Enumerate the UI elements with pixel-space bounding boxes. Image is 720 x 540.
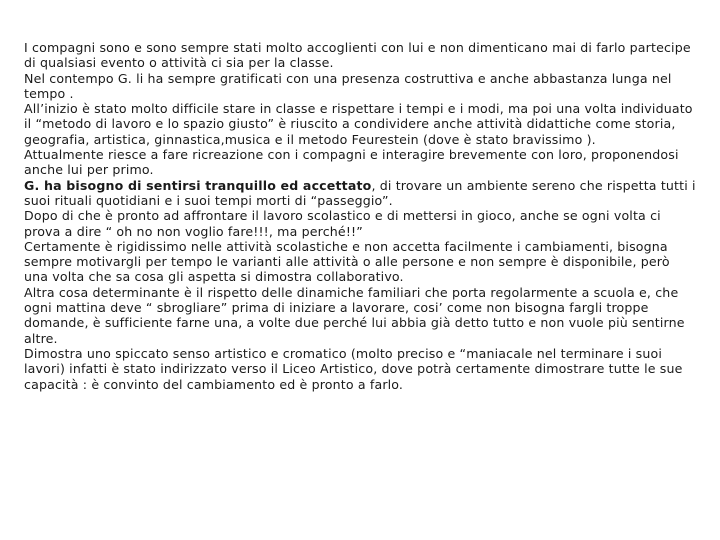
paragraph-classmates: I compagni sono e sono sempre stati molto accoglienti con lui e non dimenticano mai di farlo partecipe di qualsiasi evento o attività ci sia per la classe.: [24, 40, 691, 71]
paragraph-needs: [24, 178, 696, 209]
paragraph-beginning: All’inizio è stato molto difficile stare in classe e rispettare i tempi e i modi, ma poi una volta individuato il “metodo di lavoro e lo spazio giusto” è riuscito a condividere anche attività didattiche come storia, geografia, artistica, ginnastica,musica e il metodo Feurestein (dove è stato bravissimo ).: [24, 101, 693, 147]
paragraph-ready: Dopo di che è pronto ad affrontare il lavoro scolastico e di mettersi in gioco, anche se ogni volta ci prova a dire “ oh no non voglio fare!!!, ma perché!!”: [24, 208, 661, 239]
paragraph-family: Altra cosa determinante è il rispetto delle dinamiche familiari che porta regolarmente a scuola e, che ogni mattina deve “ sbrogliare” prima di iniziare a lavorare, cosi’ come non bisogna fargli troppe domande, è sufficiente farne una, a volte due perché lui abbia già detto tutto e non vuole più sentirne altre.: [24, 284, 685, 346]
paragraph-needs-rest: , di trovare un ambiente sereno che rispetta tutti i suoi rituali quotidiani e i suoi tempi morti di “passeggio”.: [24, 177, 696, 208]
paragraph-artistic: Dimostra uno spiccato senso artistico e cromatico (molto preciso e “maniacale nel terminare i suoi lavori) infatti è stato indirizzato verso il Liceo Artistico, dove potrà certamente dimostrare tutte le sue capacità : è convinto del cambiamento ed è pronto a farlo.: [24, 345, 683, 392]
document-body: [24, 40, 696, 392]
paragraph-needs-bold: G. ha bisogno di sentirsi tranquillo ed accettato: [24, 177, 372, 193]
paragraph-presence: Nel contempo G. li ha sempre gratificati con una presenza costruttiva e anche abbastanza lunga nel tempo .: [24, 70, 672, 101]
paragraph-rigid: Certamente è rigidissimo nelle attività scolastiche e non accetta facilmente i cambiamenti, bisogna sempre motivargli per tempo le varianti alle attività o alle persone e non sempre è disponibile, però una volta che sa cosa gli aspetta si dimostra collaborativo.: [24, 238, 670, 285]
paragraph-recreation: Attualmente riesce a fare ricreazione con i compagni e interagire brevemente con loro, proponendosi anche lui per primo.: [24, 147, 679, 178]
